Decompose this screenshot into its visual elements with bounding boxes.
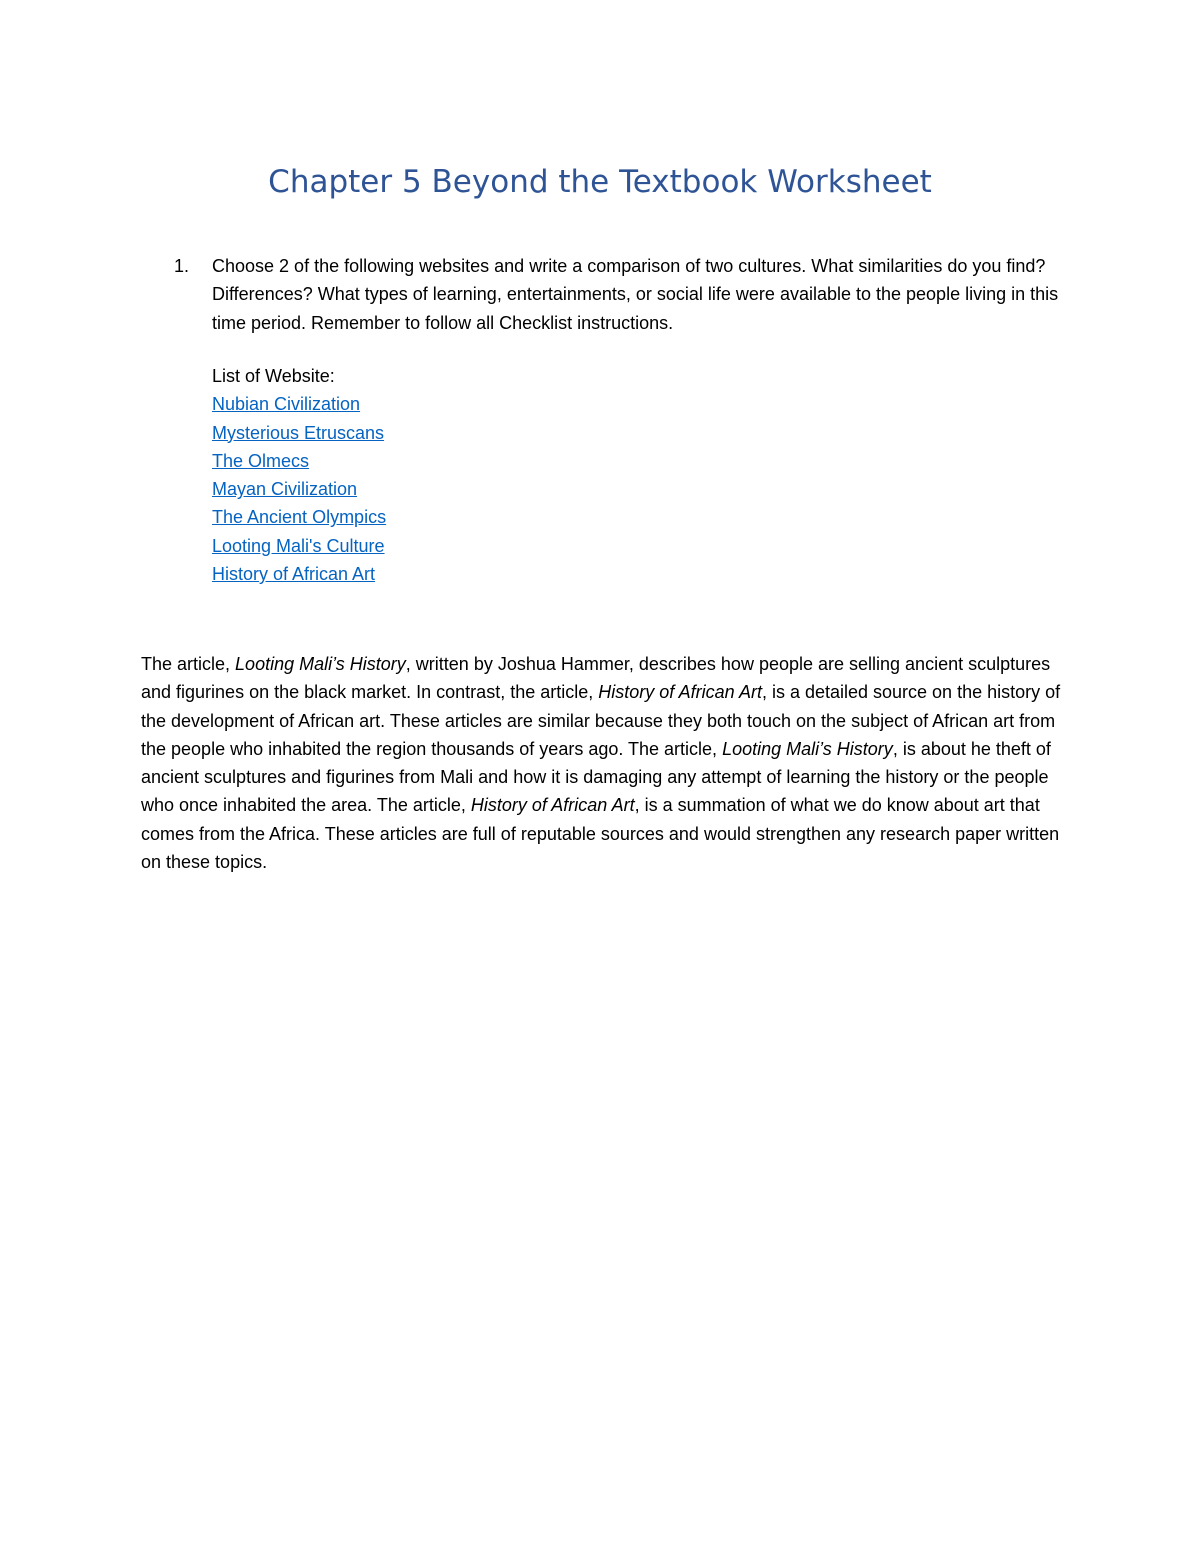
answer-text-3: , is a detailed source on the history of the development of African art. These articles are similar because they both touch on the subject of African art from the people who inhabited the region thousands of years ago. The article, xyxy=(141,682,1061,759)
article-title-looting-malis-history: Looting Mali’s History xyxy=(235,654,406,674)
link-mayan-civilization[interactable]: Mayan Civilization xyxy=(212,479,358,500)
article-title-looting-malis-history-2: Looting Mali’s History xyxy=(722,738,893,759)
question-item xyxy=(174,252,1064,337)
link-nubian-civilization[interactable]: Nubian Civilization xyxy=(212,394,361,415)
website-list-heading: List of Website: xyxy=(212,366,335,386)
link-history-of-african-art[interactable]: History of African Art xyxy=(212,564,376,585)
page-title: Chapter 5 Beyond the Textbook Worksheet xyxy=(268,164,932,200)
website-list xyxy=(212,362,812,588)
answer-text-1: The article, xyxy=(141,654,236,674)
article-title-history-of-african-art-2: History of African Art xyxy=(470,795,635,816)
answer-text-5: , is a summation of what we do know about art that comes from the Africa. These articles are full of reputable sources and would strengthen any research paper written on these topics. xyxy=(141,795,1060,873)
link-ancient-olympics[interactable]: The Ancient Olympics xyxy=(212,507,387,528)
link-mysterious-etruscans[interactable]: Mysterious Etruscans xyxy=(212,422,385,443)
answer-text-4: , is about he theft of ancient sculptures and figurines from Mali and how it is damaging any attempt of learning the history or the people who once inhabited the area. The article, xyxy=(141,738,1051,816)
answer-paragraph xyxy=(141,650,1061,876)
link-the-olmecs[interactable]: The Olmecs xyxy=(212,450,310,471)
article-title-history-of-african-art: History of African Art xyxy=(598,682,762,703)
question-text: Choose 2 of the following websites and write a comparison of two cultures. What similarities do you find? Differences? What types of learning, entertainments, or social life were available to the people living in this time period. Remember to follow all Checklist instructions. xyxy=(212,256,1059,333)
question-number: 1. xyxy=(174,256,190,276)
answer-text-2: , written by Joshua Hammer, describes how people are selling ancient sculptures and figurines on the black market. In contrast, the article, xyxy=(141,654,1051,703)
link-looting-malis-culture[interactable]: Looting Mali's Culture xyxy=(212,535,385,556)
